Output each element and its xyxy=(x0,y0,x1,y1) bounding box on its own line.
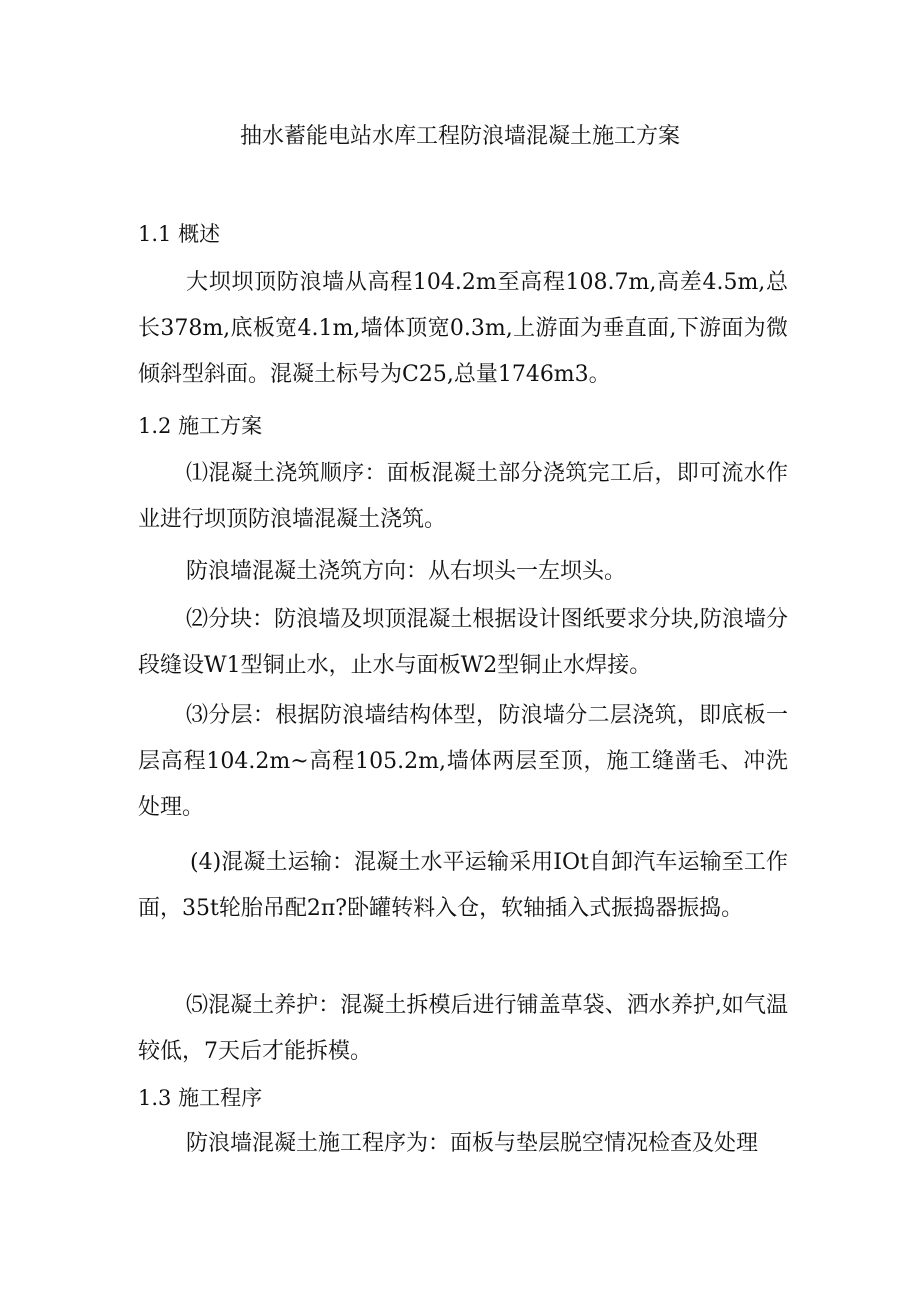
section-heading-overview: 1.1 概述 xyxy=(138,222,221,246)
paragraph-overview: 大坝坝顶防浪墙从高程104.2m至高程108.7m,高差4.5m,总长378m,底板宽4.1m,墙体顶宽0.3m,上游面为垂直面,下游面为微倾斜型斜面。混凝土标号为C25,总量1746m3。 xyxy=(138,270,788,387)
section-heading-procedure: 1.3 施工程序 xyxy=(138,1086,263,1110)
document-title: 抽水蓄能电站水库工程防浪墙混凝土施工方案 xyxy=(239,124,680,149)
paragraph-pouring-sequence: ⑴混凝土浇筑顺序：面板混凝土部分浇筑完工后，即可流水作业进行坝顶防浪墙混凝土浇筑。 xyxy=(138,461,788,532)
paragraph-procedure: 防浪墙混凝土施工程序为：面板与垫层脱空情况检查及处理 xyxy=(186,1131,759,1156)
paragraph-transport: (4)混凝土运输：混凝土水平运输采用IOt自卸汽车运输至工作面，35t轮胎吊配2π?卧罐转料入仓，软轴插入式振捣器振捣。 xyxy=(138,850,788,921)
paragraph-curing: ⑸混凝土养护：混凝土拆模后进行铺盖草袋、洒水养护,如气温较低，7天后才能拆模。 xyxy=(138,993,788,1064)
paragraph-layering: ⑶分层：根据防浪墙结构体型，防浪墙分二层浇筑，即底板一层高程104.2m~高程105.2m,墙体两层至顶，施工缝凿毛、冲洗处理。 xyxy=(138,703,788,820)
paragraph-pouring-direction: 防浪墙混凝土浇筑方向：从右坝头一左坝头。 xyxy=(186,559,627,584)
paragraph-blocking: ⑵分块：防浪墙及坝顶混凝土根据设计图纸要求分块,防浪墙分段缝设W1型铜止水，止水与面板W2型铜止水焊接。 xyxy=(138,607,788,678)
section-heading-construction-plan: 1.2 施工方案 xyxy=(138,414,263,438)
